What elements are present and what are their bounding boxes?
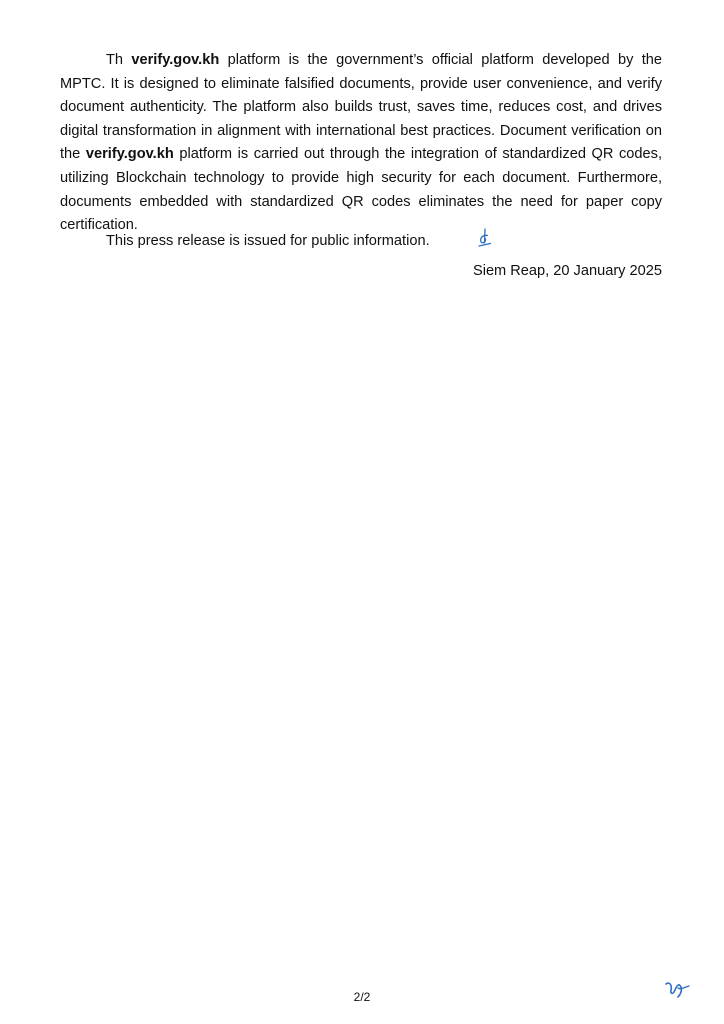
- platform-name: verify.gov.kh: [131, 52, 220, 68]
- paragraph-intro: Th: [106, 52, 124, 68]
- body-paragraph-2: [60, 228, 662, 257]
- body-paragraph-1: [60, 49, 662, 238]
- initial-mark-svg: [478, 228, 492, 248]
- page-number: 2/2: [353, 990, 371, 1004]
- handwritten-initial-icon: [664, 978, 692, 1005]
- paragraph-text-part-1: platform is the government’s official platform developed by the MPTC. It is designed to eliminate falsified documents, provide user convenience, and verify document authenticity. The platform also builds trust, saves time, reduces cost, and drives digital transformation in alignment with international best practices. Document verification on the: [60, 52, 663, 163]
- paragraph-text-part-2: platform is carried out through the integration of standardized QR codes, utilizing Blockchain technology to provide high security for each document. Furthermore, documents embedded with standardized QR codes eliminates the need for paper copy certification.: [60, 146, 663, 234]
- platform-name: verify.gov.kh: [85, 146, 174, 163]
- dateline: Siem Reap, 20 January 2025: [472, 263, 662, 279]
- press-release-statement: This press release is issued for public information.: [106, 233, 430, 249]
- handwritten-initial-icon: [432, 228, 492, 257]
- footer-initial-svg: [664, 978, 692, 1000]
